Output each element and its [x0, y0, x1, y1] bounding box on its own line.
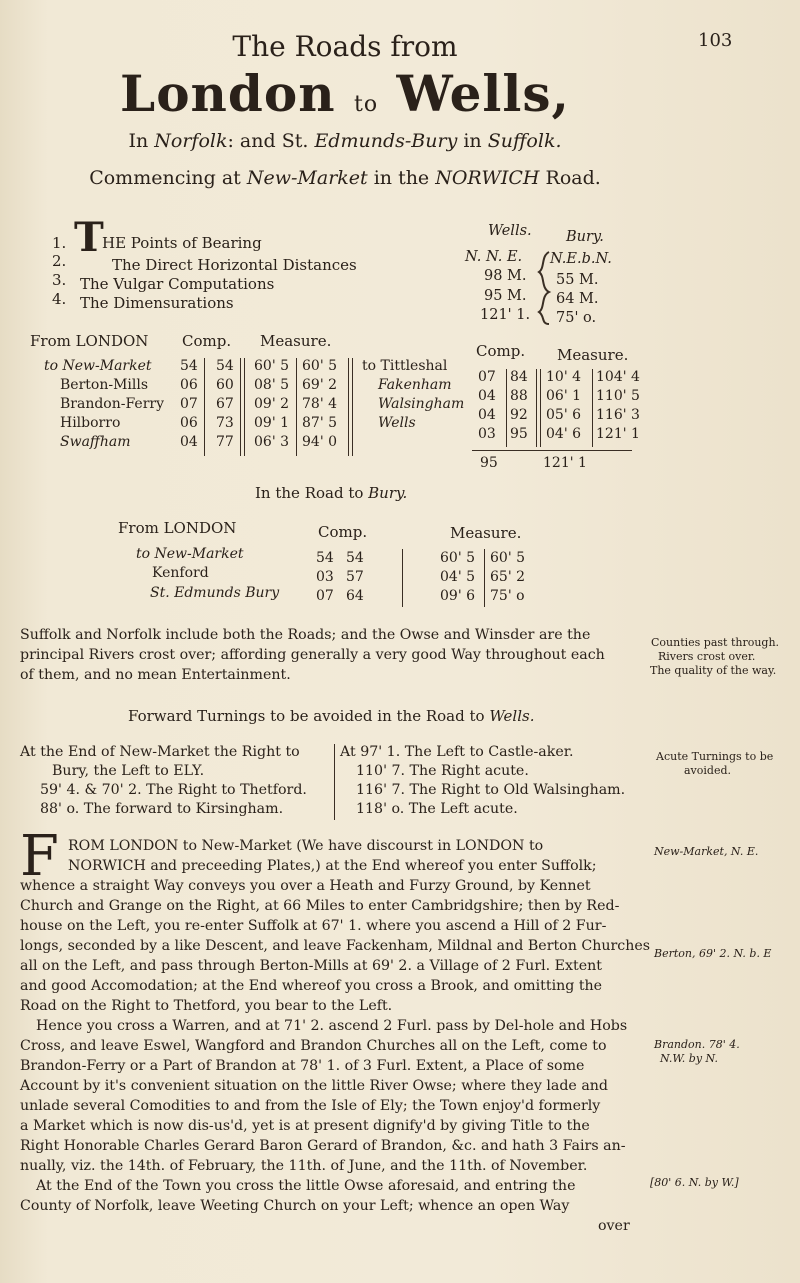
title3-suffolk: Suffolk. [487, 130, 562, 152]
wells-from-text: From LONDON [30, 332, 149, 350]
title-line-3 [0, 130, 690, 152]
body-line-0: ROM LONDON to New-Market (We have discourst in LONDON to [68, 838, 544, 854]
body-dropcap: F [20, 824, 59, 889]
bearing-bury-head: Bury. [566, 229, 604, 245]
body-line-11: Brandon-Ferry or a Part of Brandon at 78' 1. of 3 Furl. Extent, a Place of some [20, 1058, 585, 1074]
margin-acute-2: avoided. [684, 764, 732, 777]
title-wells: Wells, [396, 64, 570, 123]
wells-m2-3: 87' 5 [302, 415, 338, 431]
bearing-bury-3: 75' o. [556, 310, 597, 326]
points-dropcap: T [74, 214, 104, 261]
body-line-1: NORWICH and preceeding Plates,) at the End whereof you enter Suffolk; [68, 858, 597, 874]
margin-rivers: Rivers crost over. [658, 650, 756, 663]
bury-c2-0: 54 [346, 550, 364, 566]
wells-place-4: Swaffham [60, 434, 131, 450]
turn-left-0: At the End of New-Market the Right to [20, 744, 300, 760]
turn-left-2: 59' 4. & 70' 2. The Right to Thetford. [40, 782, 307, 798]
wells-measure-head: Measure. [260, 332, 332, 350]
wr-c2-0: 84 [510, 369, 528, 385]
body-line-5: longs, seconded by a like Descent, and leave Fackenham, Mildnal and Berton Churches [20, 938, 651, 954]
wells-comp-head: Comp. [182, 332, 232, 350]
bury-c1-0: 54 [316, 550, 334, 566]
wells-rule-2 [240, 358, 245, 456]
wells-place-1: Berton-Mills [60, 377, 149, 393]
wells-table-left [44, 357, 464, 457]
body-line-6: all on the Left, and pass through Berton-Mills at 69' 2. a Village of 2 Furl. Extent [20, 958, 602, 974]
title4-newmarket: New-Market [246, 167, 368, 189]
wells-c1-0: 54 [180, 358, 198, 374]
bury-place-1: Kenford [152, 565, 209, 581]
body-line-18: County of Norfolk, leave Weeting Church on your Left; whence an open Way [20, 1198, 570, 1214]
title3-in: in [457, 130, 488, 152]
wells-m1-0: 60' 5 [254, 358, 290, 374]
bearing-bury-1: 55 M. [556, 272, 599, 288]
body-line-13: unlade several Comodities to and from the Isle of Ely; the Town enjoy'd formerly [20, 1098, 601, 1114]
wells-rule-1 [204, 358, 205, 456]
bury-c2-1: 57 [346, 569, 364, 585]
wells-m1-4: 06' 3 [254, 434, 290, 450]
body-line-9: Hence you cross a Warren, and at 71' 2. ascend 2 Furl. pass by Del-hole and Hobs [36, 1018, 628, 1034]
title-line-4 [0, 167, 690, 189]
wells-c2-2: 67 [216, 396, 234, 412]
bury-from: From LONDON [118, 519, 237, 537]
margin-final: [80' 6. N. by W.] [650, 1176, 739, 1189]
wells-m2-4: 94' 0 [302, 434, 338, 450]
counties-line-1: Suffolk and Norfolk include both the Roads; and the Owse and Winsder are the [20, 627, 591, 643]
bury-table [136, 545, 536, 609]
body-line-2: whence a straight Way conveys you over a Heath and Furzy Ground, by Kennet [20, 878, 591, 894]
body-line-17: At the End of the Town you cross the little Owse aforesaid, and entring the [36, 1178, 576, 1194]
wr-m2-1: 110' 5 [596, 388, 640, 404]
wr-m1-0: 10' 4 [546, 369, 582, 385]
margin-counties: Counties past through. [651, 636, 780, 649]
wells-m1-1: 08' 5 [254, 377, 290, 393]
bury-m2-2: 75' o [490, 588, 525, 604]
bury-heading-pre: In the Road to [255, 484, 369, 502]
points-list [52, 214, 382, 312]
wells-c2-3: 73 [216, 415, 234, 431]
counties-line-2: principal Rivers crost over; affording generally a very good Way throughout each [20, 647, 605, 663]
wells-c1-2: 07 [180, 396, 198, 412]
wr-m2-2: 116' 3 [596, 407, 640, 423]
wr-rule-3 [592, 369, 593, 447]
wr-c1-2: 04 [478, 407, 496, 423]
wells-m1-2: 09' 2 [254, 396, 290, 412]
wr-c1-3: 03 [478, 426, 496, 442]
wells-m2-2: 78' 4 [302, 396, 338, 412]
wells-place-3: Hilborro [60, 415, 121, 431]
wells-right-comp-head: Comp. [476, 342, 526, 360]
margin-brandon: Brandon. 78' 4. [654, 1038, 740, 1051]
wells-right-place-2: Walsingham [378, 396, 465, 412]
bearing-brace-icon [535, 250, 557, 326]
title3-mid: : and St. [227, 130, 315, 152]
page-number: 103 [698, 30, 733, 51]
bury-rule-2 [484, 549, 485, 607]
wells-m2-1: 69' 2 [302, 377, 338, 393]
title3-pre: In [128, 130, 155, 152]
bury-m2-0: 60' 5 [490, 550, 526, 566]
body-line-8: Road on the Right to Thetford, you bear to the Left. [20, 998, 393, 1014]
title-line-1: The Roads from [232, 30, 458, 63]
body-line-3: Church and Grange on the Right, at 66 Miles to enter Cambridgshire; then by Red- [20, 898, 620, 914]
wells-right-measure-head: Measure. [557, 346, 629, 364]
margin-newmarket: New-Market, N. E. [654, 845, 759, 858]
turn-left-1: Bury, the Left to ELY. [52, 763, 205, 779]
bury-place-0: to New-Market [136, 546, 244, 562]
points-text-1: HE Points of Bearing [102, 234, 262, 252]
title3-norfolk: Norfolk [154, 130, 228, 152]
turn-right-1: 110' 7. The Right acute. [356, 763, 529, 779]
wr-m2-0: 104' 4 [596, 369, 640, 385]
bury-heading-bury: Bury. [368, 484, 408, 502]
points-number-1: 1. [52, 234, 67, 252]
title-london: London [120, 64, 336, 123]
margin-acute-1: Acute Turnings to be [656, 750, 774, 763]
bury-m1-1: 04' 5 [440, 569, 476, 585]
wells-c2-1: 60 [216, 377, 234, 393]
wr-total-measure: 121' 1 [543, 455, 587, 471]
turn-right-2: 116' 7. The Right to Old Walsingham. [356, 782, 626, 798]
margin-quality: The quality of the way. [650, 664, 777, 677]
wells-c2-0: 54 [216, 358, 234, 374]
wells-c2-4: 77 [216, 434, 234, 450]
wr-m1-1: 06' 1 [546, 388, 582, 404]
body-line-12: Account by it's convenient situation on the little River Owse; where they lade and [20, 1078, 609, 1094]
points-text-3: The Vulgar Computations [80, 275, 275, 293]
bearing-wells-2: 95 M. [484, 288, 527, 304]
wells-place-0: to New-Market [44, 358, 152, 374]
wr-m2-3: 121' 1 [596, 426, 640, 442]
bury-m1-0: 60' 5 [440, 550, 476, 566]
points-number-3: 3. [52, 271, 67, 289]
body-line-7: and good Accomodation; at the End whereof you cross a Brook, and omitting the [20, 978, 603, 994]
bearing-wells-3: 121' 1. [480, 307, 531, 323]
wells-m2-0: 60' 5 [302, 358, 338, 374]
bury-c1-1: 03 [316, 569, 334, 585]
points-text-2: The Direct Horizontal Distances [112, 256, 357, 274]
title3-bury: Edmunds-Bury [314, 130, 458, 152]
title4-mid: in the [367, 167, 436, 189]
margin-brandon-bearing: N.W. by N. [660, 1052, 718, 1065]
title4-norwich: NORWICH [435, 167, 540, 189]
bearing-bury-0: N.E.b.N. [550, 251, 612, 267]
wr-c1-0: 07 [478, 369, 496, 385]
turn-right-0: At 97' 1. The Left to Castle-aker. [340, 744, 574, 760]
bury-place-2: St. Edmunds Bury [150, 585, 280, 601]
bury-heading [255, 484, 407, 502]
wells-right-place-1: Fakenham [378, 377, 452, 393]
body-line-10: Cross, and leave Eswel, Wangford and Brandon Churches all on the Left, come to [20, 1038, 607, 1054]
bury-c2-2: 64 [346, 588, 364, 604]
wr-c2-2: 92 [510, 407, 528, 423]
wr-m1-3: 04' 6 [546, 426, 582, 442]
wells-table-right [478, 368, 678, 448]
wells-c1-1: 06 [180, 377, 198, 393]
bearing-wells-0: N. N. E. [465, 249, 523, 265]
wr-total-rule [472, 450, 632, 451]
wells-c1-3: 06 [180, 415, 198, 431]
wr-m1-2: 05' 6 [546, 407, 582, 423]
title4-pre: Commencing at [89, 167, 247, 189]
body-line-14: a Market which is now dis-us'd, yet is at present dignify'd by giving Title to the [20, 1118, 590, 1134]
turn-right-3: 118' o. The Left acute. [356, 801, 518, 817]
points-number-2: 2. [52, 252, 67, 270]
wells-rule-3 [296, 358, 297, 456]
body-catchword: over [598, 1218, 630, 1234]
body-line-15: Right Honorable Charles Gerard Baron Gerard of Brandon, &c. and hath 3 Fairs an- [20, 1138, 626, 1154]
bury-m1-2: 09' 6 [440, 588, 476, 604]
body-line-16: nually, viz. the 14th. of February, the 11th. of June, and the 11th. of November. [20, 1158, 588, 1174]
wells-c1-4: 04 [180, 434, 198, 450]
wells-from-label [30, 332, 148, 350]
margin-berton: Berton, 69' 2. N. b. E [654, 947, 772, 960]
title-main [0, 64, 690, 123]
wr-rule-2 [536, 369, 541, 447]
bury-c1-2: 07 [316, 588, 334, 604]
wells-m1-3: 09' 1 [254, 415, 290, 431]
wells-rule-4 [348, 358, 353, 456]
body-line-4: house on the Left, you re-enter Suffolk at 67' 1. where you ascend a Hill of 2 Fur- [20, 918, 607, 934]
wr-c2-3: 95 [510, 426, 528, 442]
turnings-heading-wells: Wells. [489, 707, 535, 725]
title-to: to [354, 92, 379, 117]
wells-right-place-0: to Tittleshal [362, 358, 448, 374]
bury-m2-1: 65' 2 [490, 569, 526, 585]
wells-right-place-3: Wells [378, 415, 416, 431]
wr-c1-1: 04 [478, 388, 496, 404]
wr-rule-1 [506, 369, 507, 447]
wells-place-2: Brandon-Ferry [60, 396, 165, 412]
bearing-bury-2: 64 M. [556, 291, 599, 307]
bury-comp-head: Comp. [318, 523, 368, 541]
bury-rule-1 [402, 549, 403, 607]
points-text-4: The Dimensurations [80, 294, 234, 312]
wr-c2-1: 88 [510, 388, 528, 404]
points-number-4: 4. [52, 290, 67, 308]
bury-measure-head: Measure. [450, 524, 522, 542]
counties-line-3: of them, and no mean Entertainment. [20, 667, 291, 683]
turnings-divider [334, 744, 335, 820]
turnings-heading-pre: Forward Turnings to be avoided in the Road to [128, 707, 490, 725]
title4-post: Road. [539, 167, 601, 189]
bearing-wells-head: Wells. [488, 223, 532, 239]
turn-left-3: 88' o. The forward to Kirsingham. [40, 801, 284, 817]
bearing-wells-1: 98 M. [484, 268, 527, 284]
turnings-heading [128, 707, 534, 725]
wr-total-comp: 95 [480, 455, 498, 471]
